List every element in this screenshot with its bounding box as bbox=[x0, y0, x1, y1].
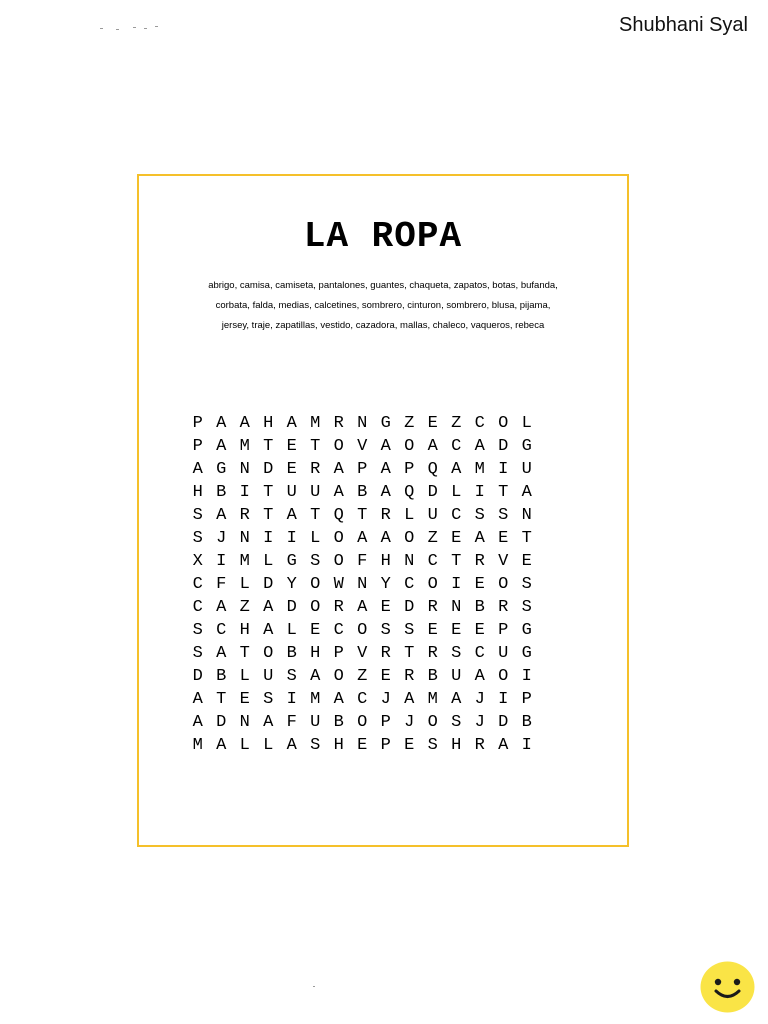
grid-letter: B bbox=[357, 483, 368, 502]
grid-letter: A bbox=[216, 506, 227, 525]
grid-letter: A bbox=[286, 736, 297, 755]
grid-letter: N bbox=[357, 414, 368, 433]
grid-letter: A bbox=[427, 437, 438, 456]
grid-letter: C bbox=[451, 437, 462, 456]
grid-letter: U bbox=[310, 713, 321, 732]
grid-letter: A bbox=[216, 414, 227, 433]
grid-letter: S bbox=[192, 644, 203, 663]
grid-letter: C bbox=[451, 506, 462, 525]
grid-letter: A bbox=[333, 460, 344, 479]
grid-letter: A bbox=[521, 483, 532, 502]
grid-letter: F bbox=[216, 575, 227, 594]
grid-letter: R bbox=[498, 598, 509, 617]
grid-letter: T bbox=[263, 437, 274, 456]
grid-letter: N bbox=[239, 460, 250, 479]
grid-letter: N bbox=[404, 552, 415, 571]
grid-letter: S bbox=[310, 736, 321, 755]
grid-letter: C bbox=[216, 621, 227, 640]
grid-letter: A bbox=[357, 529, 368, 548]
grid-letter: P bbox=[404, 460, 415, 479]
grid-letter: L bbox=[239, 736, 250, 755]
grid-letter: O bbox=[333, 529, 344, 548]
worksheet-frame bbox=[137, 174, 629, 847]
grid-letter: B bbox=[474, 598, 485, 617]
grid-letter: S bbox=[310, 552, 321, 571]
grid-letter: I bbox=[474, 483, 485, 502]
grid-letter: E bbox=[427, 621, 438, 640]
grid-letter: I bbox=[239, 483, 250, 502]
grid-letter: O bbox=[357, 621, 368, 640]
grid-letter: L bbox=[404, 506, 415, 525]
grid-letter: E bbox=[357, 736, 368, 755]
grid-letter: T bbox=[239, 644, 250, 663]
grid-letter: A bbox=[239, 414, 250, 433]
grid-letter: E bbox=[310, 621, 321, 640]
grid-letter: U bbox=[263, 667, 274, 686]
grid-letter: C bbox=[357, 690, 368, 709]
grid-letter: S bbox=[286, 667, 297, 686]
grid-letter: T bbox=[310, 437, 321, 456]
grid-letter: L bbox=[263, 552, 274, 571]
grid-letter: O bbox=[427, 575, 438, 594]
grid-letter: O bbox=[427, 713, 438, 732]
grid-letter: Z bbox=[451, 414, 462, 433]
grid-letter: J bbox=[216, 529, 227, 548]
grid-letter: I bbox=[451, 575, 462, 594]
author-name: Shubhani Syal bbox=[619, 14, 748, 36]
grid-letter: A bbox=[474, 529, 485, 548]
grid-letter: U bbox=[286, 483, 297, 502]
grid-letter: L bbox=[521, 414, 532, 433]
grid-letter: Y bbox=[380, 575, 391, 594]
grid-letter: L bbox=[239, 575, 250, 594]
grid-letter: A bbox=[263, 598, 274, 617]
grid-letter: L bbox=[451, 483, 462, 502]
grid-letter: P bbox=[380, 736, 391, 755]
grid-letter: R bbox=[239, 506, 250, 525]
grid-letter: D bbox=[427, 483, 438, 502]
word-list-line: corbata, falda, medias, calcetines, sombrero, cinturon, sombrero, blusa, pijama, bbox=[215, 300, 551, 311]
grid-letter: A bbox=[333, 690, 344, 709]
grid-letter: D bbox=[286, 598, 297, 617]
grid-letter: C bbox=[404, 575, 415, 594]
grid-letter: O bbox=[333, 667, 344, 686]
grid-letter: H bbox=[239, 621, 250, 640]
grid-letter: G bbox=[521, 644, 532, 663]
grid-letter: S bbox=[521, 575, 532, 594]
grid-letter: H bbox=[333, 736, 344, 755]
grid-letter: S bbox=[451, 644, 462, 663]
grid-letter: Z bbox=[427, 529, 438, 548]
worksheet-title: LA ROPA bbox=[303, 216, 463, 257]
grid-letter: V bbox=[357, 437, 368, 456]
grid-letter: S bbox=[498, 506, 509, 525]
grid-letter: F bbox=[357, 552, 368, 571]
grid-letter: M bbox=[427, 690, 438, 709]
grid-letter: B bbox=[286, 644, 297, 663]
grid-letter: E bbox=[380, 598, 391, 617]
grid-letter: X bbox=[192, 552, 203, 571]
grid-letter: O bbox=[498, 575, 509, 594]
grid-letter: W bbox=[333, 575, 344, 594]
grid-letter: U bbox=[451, 667, 462, 686]
grid-letter: I bbox=[498, 690, 509, 709]
grid-letter: T bbox=[263, 506, 274, 525]
grid-letter: O bbox=[310, 598, 321, 617]
grid-letter: C bbox=[474, 414, 485, 433]
grid-letter: A bbox=[451, 460, 462, 479]
grid-letter: A bbox=[451, 690, 462, 709]
grid-letter: I bbox=[521, 736, 532, 755]
grid-letter: C bbox=[192, 575, 203, 594]
grid-letter: R bbox=[404, 667, 415, 686]
grid-letter: A bbox=[357, 598, 368, 617]
grid-letter: M bbox=[310, 414, 321, 433]
grid-letter: L bbox=[239, 667, 250, 686]
grid-letter: E bbox=[286, 460, 297, 479]
grid-letter: N bbox=[239, 529, 250, 548]
grid-letter: A bbox=[216, 736, 227, 755]
grid-letter: I bbox=[498, 460, 509, 479]
grid-letter: M bbox=[239, 552, 250, 571]
grid-letter: G bbox=[380, 414, 391, 433]
grid-letter: C bbox=[474, 644, 485, 663]
grid-letter: O bbox=[310, 575, 321, 594]
grid-letter: O bbox=[404, 437, 415, 456]
grid-letter: R bbox=[380, 644, 391, 663]
grid-letter: E bbox=[404, 736, 415, 755]
grid-letter: O bbox=[404, 529, 415, 548]
grid-letter: S bbox=[192, 506, 203, 525]
grid-letter: E bbox=[286, 437, 297, 456]
grid-letter: D bbox=[498, 437, 509, 456]
grid-letter: T bbox=[404, 644, 415, 663]
grid-letter: D bbox=[192, 667, 203, 686]
grid-letter: A bbox=[263, 621, 274, 640]
grid-letter: A bbox=[192, 713, 203, 732]
grid-letter: O bbox=[333, 552, 344, 571]
grid-letter: Z bbox=[357, 667, 368, 686]
grid-letter: D bbox=[404, 598, 415, 617]
grid-letter: P bbox=[192, 437, 203, 456]
grid-letter: O bbox=[263, 644, 274, 663]
grid-letter: U bbox=[498, 644, 509, 663]
grid-letter: Q bbox=[404, 483, 415, 502]
scan-speck bbox=[313, 986, 315, 987]
grid-letter: N bbox=[451, 598, 462, 617]
grid-letter: B bbox=[216, 483, 227, 502]
grid-letter: D bbox=[263, 575, 274, 594]
grid-letter: V bbox=[498, 552, 509, 571]
grid-letter: S bbox=[380, 621, 391, 640]
grid-letter: N bbox=[521, 506, 532, 525]
grid-letter: A bbox=[380, 483, 391, 502]
grid-letter: S bbox=[427, 736, 438, 755]
grid-letter: D bbox=[216, 713, 227, 732]
grid-letter: R bbox=[474, 736, 485, 755]
grid-letter: U bbox=[310, 483, 321, 502]
grid-letter: E bbox=[427, 414, 438, 433]
grid-letter: I bbox=[286, 690, 297, 709]
grid-letter: H bbox=[451, 736, 462, 755]
grid-letter: B bbox=[333, 713, 344, 732]
grid-letter: I bbox=[286, 529, 297, 548]
smiley-face-icon bbox=[700, 961, 755, 1013]
grid-letter: A bbox=[333, 483, 344, 502]
grid-letter: E bbox=[474, 621, 485, 640]
grid-letter: E bbox=[521, 552, 532, 571]
grid-letter: H bbox=[263, 414, 274, 433]
grid-letter: H bbox=[380, 552, 391, 571]
grid-letter: J bbox=[474, 690, 485, 709]
grid-letter: L bbox=[286, 621, 297, 640]
grid-letter: T bbox=[357, 506, 368, 525]
grid-letter: J bbox=[474, 713, 485, 732]
grid-letter: F bbox=[286, 713, 297, 732]
grid-letter: R bbox=[333, 414, 344, 433]
grid-letter: U bbox=[521, 460, 532, 479]
grid-letter: G bbox=[521, 621, 532, 640]
grid-letter: S bbox=[404, 621, 415, 640]
grid-letter: E bbox=[451, 621, 462, 640]
grid-letter: T bbox=[498, 483, 509, 502]
grid-letter: D bbox=[498, 713, 509, 732]
grid-letter: A bbox=[216, 437, 227, 456]
grid-letter: E bbox=[239, 690, 250, 709]
grid-letter: I bbox=[216, 552, 227, 571]
grid-letter: B bbox=[427, 667, 438, 686]
grid-letter: I bbox=[521, 667, 532, 686]
grid-letter: A bbox=[192, 460, 203, 479]
grid-letter: S bbox=[474, 506, 485, 525]
grid-letter: R bbox=[310, 460, 321, 479]
grid-letter: A bbox=[216, 598, 227, 617]
word-list bbox=[159, 276, 607, 336]
grid-letter: A bbox=[404, 690, 415, 709]
grid-letter: U bbox=[427, 506, 438, 525]
grid-letter: A bbox=[474, 437, 485, 456]
grid-letter: T bbox=[263, 483, 274, 502]
grid-letter: P bbox=[521, 690, 532, 709]
grid-letter: A bbox=[498, 736, 509, 755]
grid-letter: Z bbox=[404, 414, 415, 433]
grid-letter: M bbox=[239, 437, 250, 456]
grid-letter: N bbox=[239, 713, 250, 732]
grid-letter: C bbox=[427, 552, 438, 571]
grid-letter: O bbox=[357, 713, 368, 732]
grid-letter: A bbox=[286, 506, 297, 525]
grid-letter: A bbox=[380, 460, 391, 479]
grid-letter: G bbox=[286, 552, 297, 571]
grid-letter: S bbox=[192, 529, 203, 548]
grid-letter: L bbox=[310, 529, 321, 548]
grid-letter: Q bbox=[427, 460, 438, 479]
grid-letter: L bbox=[263, 736, 274, 755]
grid-letter: S bbox=[192, 621, 203, 640]
grid-letter: S bbox=[263, 690, 274, 709]
grid-letter: M bbox=[192, 736, 203, 755]
grid-letter: J bbox=[380, 690, 391, 709]
grid-letter: R bbox=[333, 598, 344, 617]
grid-letter: O bbox=[333, 437, 344, 456]
grid-letter: G bbox=[216, 460, 227, 479]
grid-letter: R bbox=[427, 644, 438, 663]
grid-letter: A bbox=[310, 667, 321, 686]
grid-letter: M bbox=[474, 460, 485, 479]
grid-letter: P bbox=[357, 460, 368, 479]
grid-letter: C bbox=[333, 621, 344, 640]
grid-letter: P bbox=[192, 414, 203, 433]
scan-specks bbox=[100, 24, 164, 32]
grid-letter: A bbox=[216, 644, 227, 663]
grid-letter: B bbox=[216, 667, 227, 686]
grid-letter: O bbox=[498, 414, 509, 433]
grid-letter: R bbox=[380, 506, 391, 525]
grid-letter: T bbox=[310, 506, 321, 525]
grid-letter: P bbox=[498, 621, 509, 640]
grid-letter: P bbox=[380, 713, 391, 732]
grid-letter: A bbox=[192, 690, 203, 709]
grid-letter: T bbox=[521, 529, 532, 548]
grid-letter: S bbox=[521, 598, 532, 617]
grid-letter: E bbox=[474, 575, 485, 594]
word-list-line: jersey, traje, zapatillas, vestido, cazadora, mallas, chaleco, vaqueros, rebeca bbox=[221, 320, 545, 331]
grid-letter: V bbox=[357, 644, 368, 663]
grid-letter: O bbox=[498, 667, 509, 686]
grid-letter: E bbox=[451, 529, 462, 548]
grid-letter: C bbox=[192, 598, 203, 617]
word-list-line: abrigo, camisa, camiseta, pantalones, guantes, chaqueta, zapatos, botas, bufanda, bbox=[208, 280, 558, 291]
grid-letter: B bbox=[521, 713, 532, 732]
grid-letter: Z bbox=[239, 598, 250, 617]
grid-letter: T bbox=[451, 552, 462, 571]
grid-letter: A bbox=[286, 414, 297, 433]
grid-letter: I bbox=[263, 529, 274, 548]
letter-grid bbox=[186, 412, 539, 757]
grid-letter: A bbox=[380, 437, 391, 456]
grid-letter: Q bbox=[333, 506, 344, 525]
grid-letter: E bbox=[498, 529, 509, 548]
grid-letter: S bbox=[451, 713, 462, 732]
grid-letter: M bbox=[310, 690, 321, 709]
grid-letter: P bbox=[333, 644, 344, 663]
grid-letter: T bbox=[216, 690, 227, 709]
grid-letter: J bbox=[404, 713, 415, 732]
grid-letter: H bbox=[192, 483, 203, 502]
grid-letter: G bbox=[521, 437, 532, 456]
grid-letter: A bbox=[380, 529, 391, 548]
grid-letter: D bbox=[263, 460, 274, 479]
grid-letter: R bbox=[427, 598, 438, 617]
grid-letter: A bbox=[263, 713, 274, 732]
grid-letter: Y bbox=[286, 575, 297, 594]
grid-letter: E bbox=[380, 667, 391, 686]
grid-letter: N bbox=[357, 575, 368, 594]
grid-letter: H bbox=[310, 644, 321, 663]
grid-letter: R bbox=[474, 552, 485, 571]
grid-letter: A bbox=[474, 667, 485, 686]
